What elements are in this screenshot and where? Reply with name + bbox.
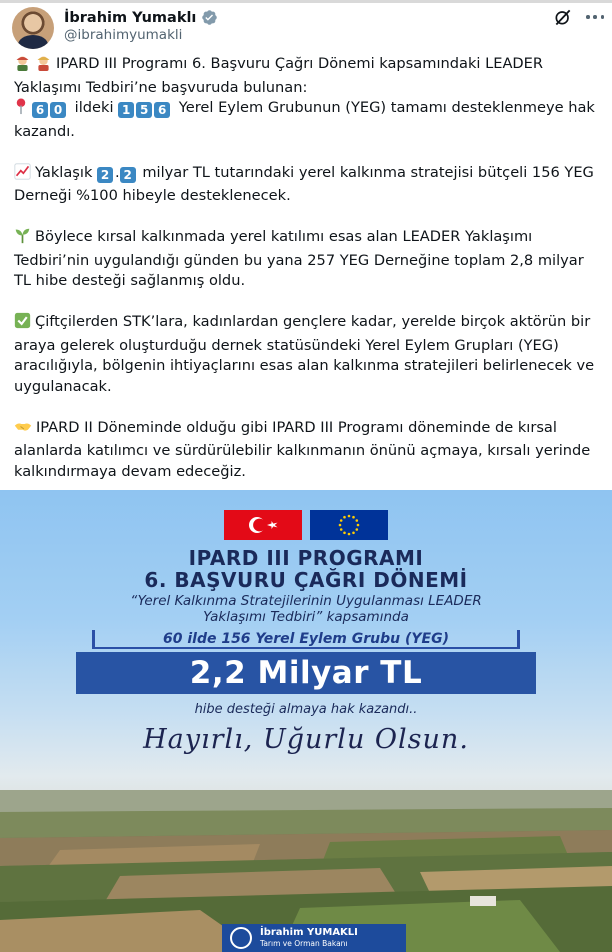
amount-banner: 2,2 Milyar TL [76, 652, 536, 694]
keycap-digit: 2 [97, 167, 113, 183]
yeg-line: 60 ilde 156 Yerel Eylem Grubu (YEG) [92, 630, 520, 649]
keycap-digit: 6 [154, 102, 170, 118]
paragraph-text: Çiftçilerden STK’lara, kadınlardan gençlere kadar, yerelde birçok aktörün bir araya gelerek oluşturduğu dernek statüsündeki Yerel Eylem Grupları (YEG) aracılığıyla, bölgenin ihtiyaçlarını esas alan kalkınma stratejileri belirlenecek ve uygulanacak. [14, 313, 595, 395]
keycap-digit: 2 [120, 167, 136, 183]
handshake-icon [14, 418, 32, 442]
paragraph-text: Yerel Eylem Grubunun (YEG) tamamı desteklenmeye hak kazandı. [14, 99, 595, 140]
avatar[interactable] [12, 7, 54, 49]
keycap-digit: 0 [50, 102, 66, 118]
eu-flag-icon [310, 510, 388, 540]
seedling-icon [14, 227, 31, 251]
tweet-paragraph-4 [14, 312, 604, 397]
turkey-flag-icon [224, 510, 302, 540]
tweet-paragraph-1 [14, 54, 604, 142]
top-divider [0, 0, 612, 3]
signature: Hayırlı, Uğurlu Olsun. [143, 724, 469, 755]
tweet-paragraph-2 [14, 163, 604, 207]
paragraph-text: IPARD II Döneminde olduğu gibi IPARD III Programı döneminde de kırsal alanlarda katılımcı ve sürdürülebilir kalkınmanın önünü açmaya, kırsalı yerinde kalkındırmaya devam edeceğiz. [14, 418, 591, 480]
pin-icon [14, 98, 28, 122]
farmer-icon [35, 54, 52, 78]
poster-subtitle: “Yerel Kalkınma Stratejilerinin Uygulanması LEADER [130, 593, 482, 609]
credit-name: İbrahim YUMAKLI [260, 927, 358, 938]
poster-title: IPARD III PROGRAMI [188, 546, 424, 570]
grok-icon[interactable] [553, 7, 573, 27]
keycap-digit: 1 [118, 102, 134, 118]
author-name[interactable]: İbrahim Yumaklı [64, 9, 197, 26]
tweet-text [14, 54, 604, 503]
tweet-paragraph-5 [14, 418, 604, 483]
attached-image[interactable] [0, 490, 612, 952]
hibe-line: hibe desteği almaya hak kazandı.. [194, 702, 418, 717]
farmer-icon [14, 54, 31, 78]
chart-up-icon [14, 163, 31, 187]
more-options-icon[interactable] [584, 7, 606, 27]
verified-badge-icon [201, 9, 218, 26]
tweet-paragraph-3 [14, 227, 604, 292]
check-icon [14, 312, 31, 336]
minister-credit-badge [222, 924, 406, 952]
credit-role: Tarım ve Orman Bakanı [260, 939, 348, 948]
paragraph-text: IPARD III Programı 6. Başvuru Çağrı Dönemi kapsamındaki LEADER Yaklaşımı Tedbiri’ne başvuruda bulunan: [14, 55, 544, 96]
keycap-dot: . [115, 163, 120, 181]
poster-title: 6. BAŞVURU ÇAĞRI DÖNEMİ [144, 568, 468, 592]
paragraph-text: Böylece kırsal kalkınmada yerel katılımı esas alan LEADER Yaklaşımı Tedbiri’nin uygulandığı günden bu yana 257 YEG Derneğine toplam 2,8 milyar TL hibe desteği sağlanmış oldu. [14, 228, 584, 289]
keycap-digit: 5 [136, 102, 152, 118]
paragraph-text: ildeki [74, 99, 114, 116]
author-row [64, 9, 218, 26]
keycap-digit: 6 [32, 102, 48, 118]
paragraph-text: Yaklaşık [35, 163, 93, 181]
paragraph-text: milyar TL tutarındaki yerel kalkınma stratejisi bütçeli 156 YEG Derneği %100 hibeyle desteklenecek. [14, 163, 594, 204]
poster-subtitle: Yaklaşımı Tedbiri” kapsamında [203, 609, 409, 625]
author-handle[interactable]: @ibrahimyumakli [64, 27, 183, 43]
ministry-seal-icon [230, 927, 252, 949]
